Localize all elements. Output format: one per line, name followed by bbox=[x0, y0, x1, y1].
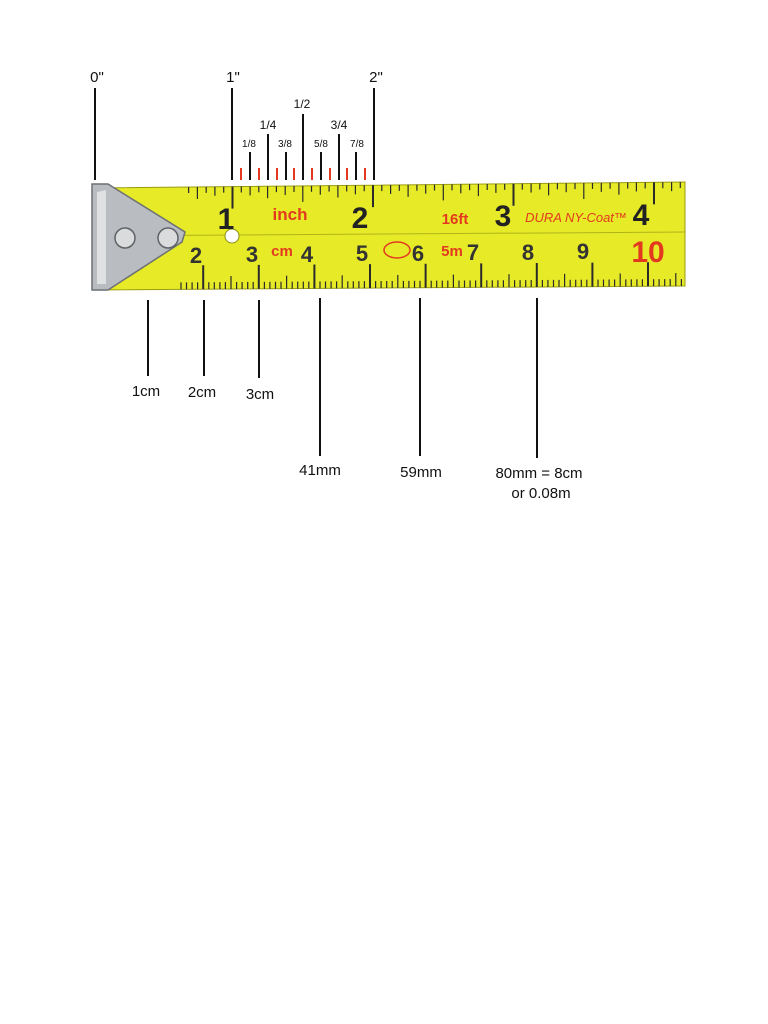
half-inch-label: 1/2 bbox=[293, 97, 311, 111]
inch-unit-label: inch bbox=[272, 205, 308, 224]
ft-marker-label: 16ft bbox=[441, 211, 469, 228]
inch-number-2: 2 bbox=[351, 202, 369, 235]
cm-number-6: 6 bbox=[411, 241, 425, 266]
cm-number-5: 5 bbox=[355, 241, 369, 266]
cm-number-9: 9 bbox=[576, 239, 590, 264]
inch-number-3: 3 bbox=[494, 200, 512, 233]
metric-annotations bbox=[148, 298, 537, 458]
one-cm-label: 1cm bbox=[131, 383, 161, 400]
rivet-left bbox=[115, 228, 135, 248]
seven-eighth-label: 7/8 bbox=[350, 139, 364, 150]
tape-measure bbox=[92, 182, 685, 290]
mm80-label-line1: 80mm = 8cm bbox=[495, 465, 583, 482]
cm-number-8: 8 bbox=[521, 240, 535, 265]
zero-inch-label: 0" bbox=[90, 69, 104, 86]
brand-label: DURA NY-Coat™ bbox=[525, 210, 627, 225]
mm41-label: 41mm bbox=[299, 462, 341, 479]
two-cm-label: 2cm bbox=[187, 384, 217, 401]
cm-number-3: 3 bbox=[245, 242, 259, 267]
cm-number-7: 7 bbox=[466, 240, 480, 265]
one-inch-label: 1" bbox=[226, 69, 240, 86]
metric-annotation-labels bbox=[132, 383, 583, 502]
mm80-label-line2: or 0.08m bbox=[511, 485, 571, 502]
mm59-label: 59mm bbox=[400, 464, 442, 481]
cm-number-4: 4 bbox=[300, 242, 314, 267]
inch-number-1: 1 bbox=[217, 203, 235, 236]
quarter-inch-label: 1/4 bbox=[259, 118, 277, 132]
cm-number-10: 10 bbox=[631, 236, 665, 269]
rivet-right bbox=[158, 228, 178, 248]
two-inch-label: 2" bbox=[369, 69, 383, 86]
m-marker-label: 5m bbox=[441, 243, 463, 260]
inch-number-4: 4 bbox=[632, 199, 650, 232]
cm-number-2: 2 bbox=[189, 243, 203, 268]
three-cm-label: 3cm bbox=[245, 386, 275, 403]
one-eighth-label: 1/8 bbox=[242, 139, 256, 150]
five-eighth-label: 5/8 bbox=[314, 139, 328, 150]
three-eighth-label: 3/8 bbox=[278, 139, 292, 150]
three-quarter-inch-label: 3/4 bbox=[330, 118, 348, 132]
inch-annotations bbox=[95, 88, 374, 180]
cm-unit-label: cm bbox=[271, 243, 293, 260]
hook-shine bbox=[97, 190, 106, 284]
